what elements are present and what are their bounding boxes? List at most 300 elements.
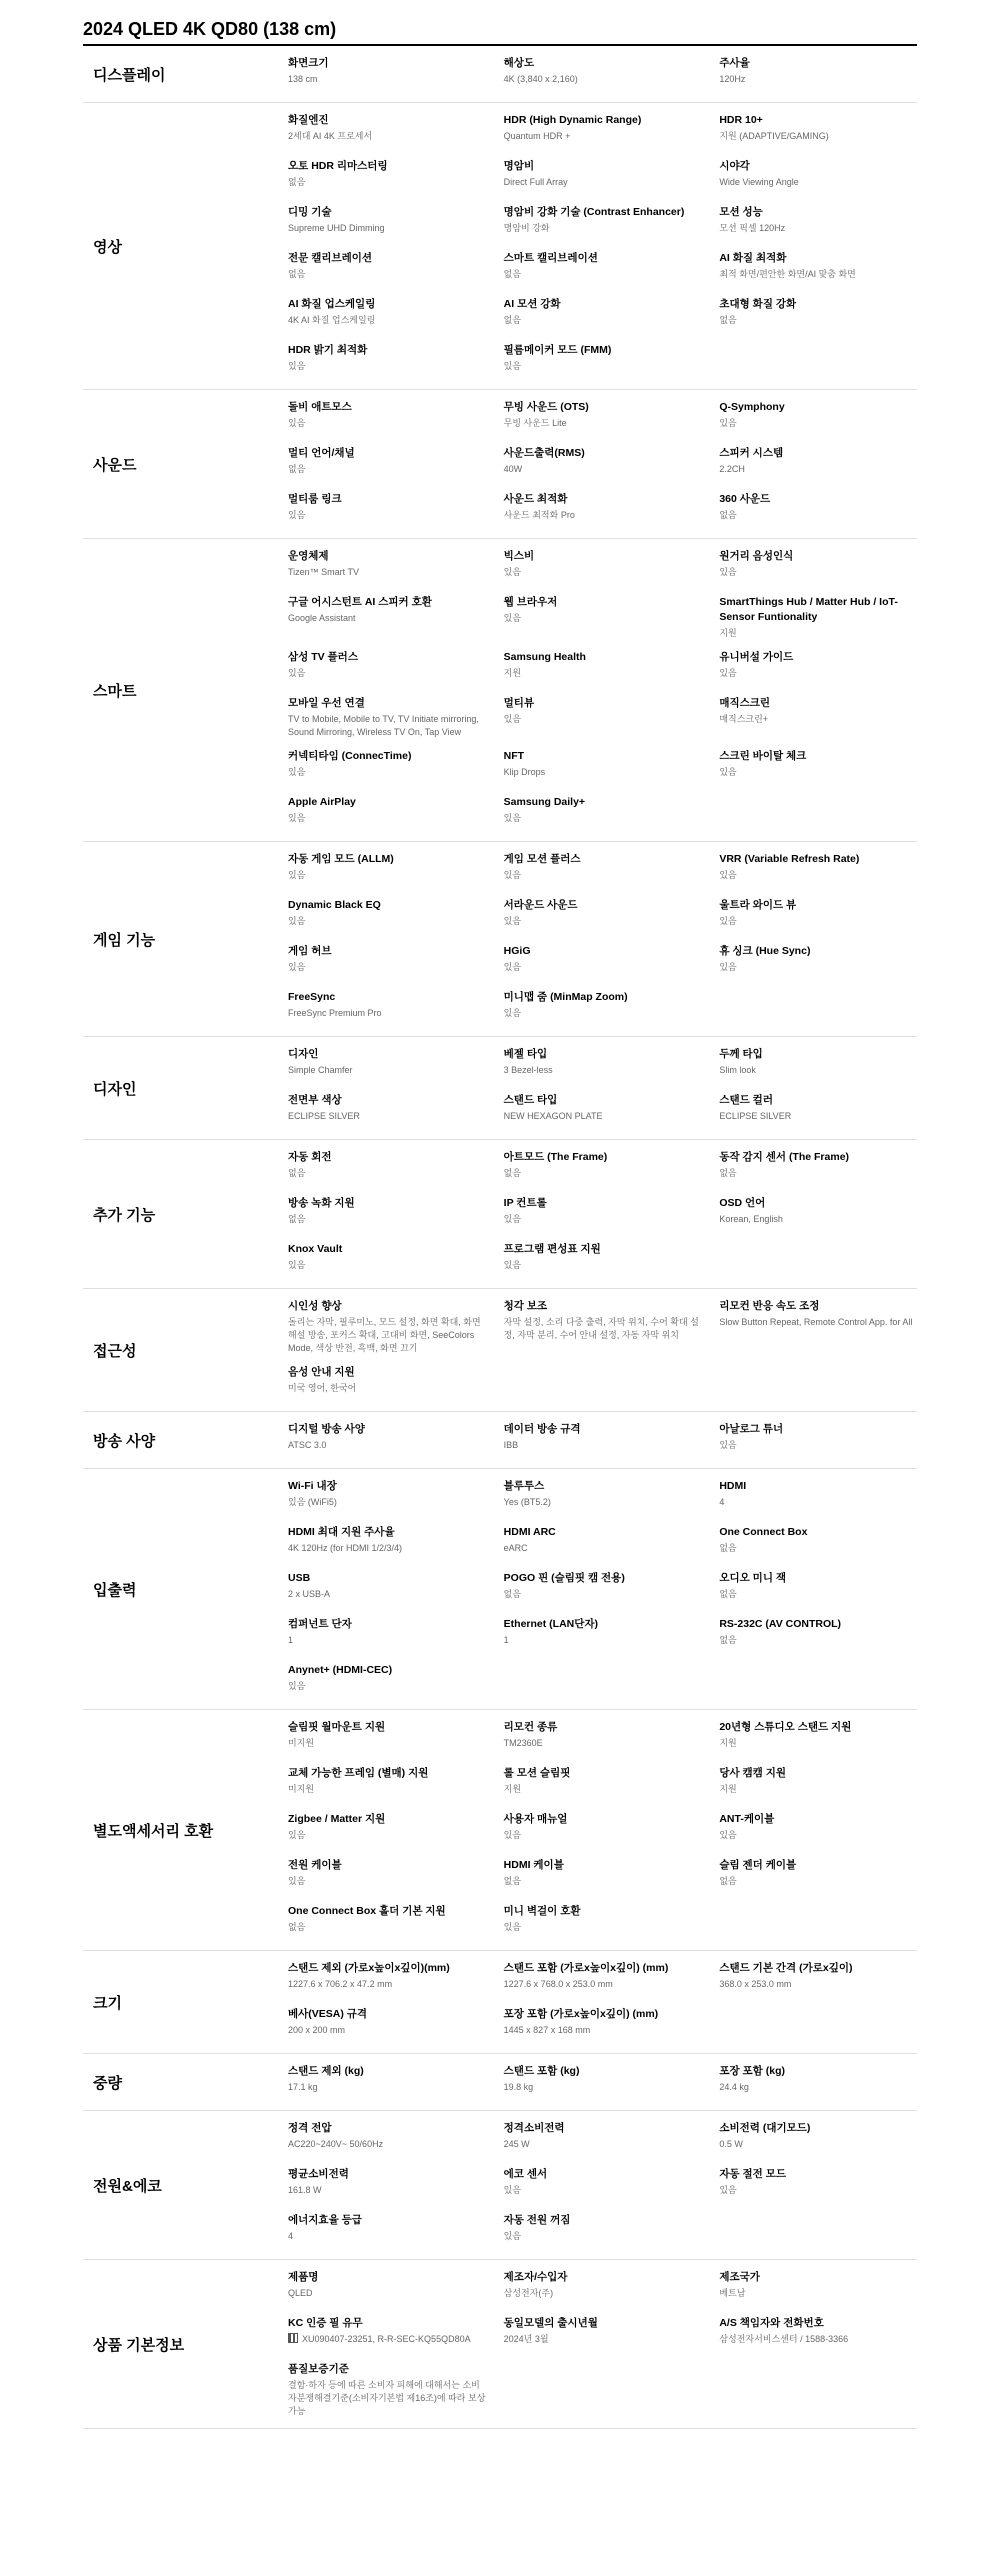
spec-item bbox=[504, 1196, 702, 1232]
spec-label: POGO 핀 (슬림핏 캠 전용) bbox=[503, 1572, 625, 1584]
spec-value: 없음 bbox=[719, 1876, 737, 1886]
spec-section bbox=[83, 2054, 917, 2111]
spec-label: 제품명 bbox=[288, 2271, 319, 2283]
spec-label: 품질보증기준 bbox=[288, 2363, 349, 2375]
spec-value-row bbox=[288, 1737, 486, 1750]
spec-label: 데이터 방송 규격 bbox=[503, 1423, 581, 1435]
spec-item bbox=[504, 549, 702, 585]
spec-grid bbox=[288, 113, 917, 379]
spec-value-row bbox=[504, 1007, 702, 1020]
spec-value-row bbox=[504, 1921, 702, 1934]
spec-item bbox=[504, 944, 702, 980]
spec-label: 전면부 색상 bbox=[288, 1094, 342, 1106]
spec-value-row bbox=[719, 1829, 917, 1842]
spec-value-row bbox=[288, 1110, 486, 1123]
spec-value-row bbox=[288, 961, 486, 974]
spec-item bbox=[288, 343, 486, 379]
spec-item bbox=[504, 1812, 702, 1848]
spec-label: 스크린 바이탈 체크 bbox=[719, 750, 807, 762]
spec-value-row bbox=[719, 417, 917, 430]
spec-value: 1445 x 827 x 168 mm bbox=[503, 2025, 591, 2035]
spec-item bbox=[288, 1904, 486, 1940]
spec-label: One Connect Box bbox=[719, 1526, 808, 1538]
spec-value-row bbox=[288, 268, 486, 281]
spec-value-row bbox=[719, 176, 917, 189]
spec-value-row bbox=[719, 1496, 917, 1509]
spec-label: 슬림핏 월마운트 지원 bbox=[288, 1721, 386, 1733]
spec-label: 운영체제 bbox=[288, 550, 329, 562]
spec-value: 없음 bbox=[719, 1635, 737, 1645]
spec-value: 삼성전자서비스센터 / 1588-3366 bbox=[719, 2334, 849, 2344]
spec-item bbox=[504, 159, 702, 195]
spec-value: 있음 bbox=[503, 962, 522, 972]
spec-label: 빅스비 bbox=[503, 550, 535, 562]
kc-mark-icon bbox=[288, 2333, 298, 2343]
spec-value: Korean, English bbox=[719, 1214, 783, 1224]
spec-value-row bbox=[504, 1316, 702, 1342]
spec-section bbox=[83, 103, 917, 390]
spec-item bbox=[288, 1150, 486, 1186]
spec-value: 있음 bbox=[288, 1830, 306, 1840]
spec-item bbox=[504, 696, 702, 739]
spec-value: 있음 bbox=[288, 1681, 306, 1691]
spec-item bbox=[504, 650, 702, 686]
spec-value-row bbox=[719, 1110, 917, 1123]
spec-value-row bbox=[504, 1496, 702, 1509]
spec-label: 주사율 bbox=[719, 57, 750, 69]
spec-section bbox=[83, 2111, 917, 2260]
spec-value-row bbox=[504, 667, 702, 680]
spec-item bbox=[504, 795, 702, 831]
spec-value: 있음 bbox=[503, 1214, 522, 1224]
spec-grid bbox=[288, 549, 917, 831]
spec-value-row bbox=[504, 1634, 702, 1647]
spec-value-row bbox=[288, 1680, 486, 1693]
spec-value-row bbox=[504, 713, 702, 726]
spec-item bbox=[504, 2064, 702, 2100]
spec-value-row bbox=[504, 1542, 702, 1555]
spec-value: 2세대 AI 4K 프로세서 bbox=[288, 131, 373, 141]
spec-value: 있음 bbox=[719, 962, 737, 972]
spec-label: 커넥티타임 (ConnecTime) bbox=[288, 750, 412, 762]
spec-value: 모션 픽셀 120Hz bbox=[719, 223, 786, 233]
spec-value: 삼성전자(주) bbox=[503, 2288, 554, 2298]
section-title: 접근성 bbox=[93, 1342, 137, 1360]
spec-label: Knox Vault bbox=[288, 1243, 343, 1255]
spec-value-row bbox=[504, 961, 702, 974]
spec-value-row bbox=[504, 2081, 702, 2094]
spec-grid bbox=[288, 2121, 917, 2249]
spec-item bbox=[719, 2316, 917, 2352]
spec-item bbox=[719, 1299, 917, 1355]
spec-item bbox=[504, 2213, 702, 2249]
spec-label: ANT-케이블 bbox=[719, 1813, 775, 1825]
spec-item bbox=[504, 852, 702, 888]
spec-value-row bbox=[719, 314, 917, 327]
spec-item bbox=[504, 1093, 702, 1129]
spec-value: Klip Drops bbox=[503, 767, 546, 777]
spec-value: Tizen™ Smart TV bbox=[288, 567, 360, 577]
spec-value: 없음 bbox=[503, 1876, 522, 1886]
spec-value: 지원 bbox=[719, 628, 737, 638]
spec-grid bbox=[288, 1720, 917, 1940]
spec-value-row bbox=[288, 1382, 486, 1395]
spec-value: 없음 bbox=[503, 1168, 522, 1178]
spec-value-row bbox=[719, 915, 917, 928]
spec-label: 멀티룸 링크 bbox=[288, 493, 342, 505]
spec-value: 3 Bezel-less bbox=[503, 1065, 553, 1075]
spec-item bbox=[504, 1720, 702, 1756]
spec-value: 138 cm bbox=[288, 74, 318, 84]
spec-item bbox=[288, 159, 486, 195]
spec-value: 245 W bbox=[503, 2139, 530, 2149]
spec-value-row bbox=[504, 1829, 702, 1842]
spec-label: 삼성 TV 플러스 bbox=[288, 651, 358, 663]
spec-value-row bbox=[719, 222, 917, 235]
spec-label: 청각 보조 bbox=[503, 1300, 548, 1312]
spec-item bbox=[504, 1422, 702, 1458]
spec-value-row bbox=[504, 1737, 702, 1750]
spec-grid bbox=[288, 1422, 917, 1458]
spec-value: 있음 bbox=[503, 567, 522, 577]
spec-value-row bbox=[719, 1875, 917, 1888]
spec-value: 없음 bbox=[288, 1922, 306, 1932]
spec-item bbox=[504, 1047, 702, 1083]
spec-section bbox=[83, 539, 917, 842]
spec-item bbox=[288, 1196, 486, 1232]
spec-value: 2.2CH bbox=[719, 464, 745, 474]
spec-value-row bbox=[288, 314, 486, 327]
spec-value: 사운드 최적화 Pro bbox=[503, 510, 575, 520]
spec-label: HDMI 최대 지원 주사율 bbox=[288, 1526, 395, 1538]
spec-item bbox=[504, 343, 702, 379]
spec-value: 없음 bbox=[288, 269, 306, 279]
spec-label: 멀티뷰 bbox=[503, 697, 535, 709]
section-title: 사운드 bbox=[93, 456, 137, 474]
spec-value-row bbox=[288, 222, 486, 235]
spec-label: 제조자/수입자 bbox=[503, 2271, 568, 2283]
spec-item bbox=[288, 1812, 486, 1848]
spec-item bbox=[504, 1299, 702, 1355]
spec-label: HDR 10+ bbox=[719, 114, 763, 126]
spec-value: 지원 bbox=[503, 1784, 522, 1794]
spec-value: 4K 120Hz (for HDMI 1/2/3/4) bbox=[288, 1543, 403, 1553]
spec-item bbox=[288, 1479, 486, 1515]
spec-item bbox=[719, 251, 917, 287]
spec-item bbox=[288, 1242, 486, 1278]
spec-label: Q-Symphony bbox=[719, 401, 785, 413]
spec-value: 있음 bbox=[288, 813, 306, 823]
spec-item bbox=[719, 1525, 917, 1561]
spec-item bbox=[504, 492, 702, 528]
spec-item bbox=[504, 2167, 702, 2203]
spec-value: 있음 bbox=[719, 1830, 737, 1840]
section-title: 디자인 bbox=[93, 1080, 137, 1098]
spec-item bbox=[504, 251, 702, 287]
spec-value: 없음 bbox=[288, 1168, 306, 1178]
spec-value-row bbox=[504, 1064, 702, 1077]
spec-label: 스탠드 컬러 bbox=[719, 1094, 773, 1106]
spec-value-row bbox=[504, 130, 702, 143]
spec-value-row bbox=[504, 2184, 702, 2197]
spec-item bbox=[719, 1150, 917, 1186]
spec-label: 매직스크린 bbox=[719, 697, 771, 709]
spec-label: AI 화질 업스케일링 bbox=[288, 298, 376, 310]
spec-value-row bbox=[288, 612, 486, 625]
spec-value: 1227.6 x 706.2 x 47.2 mm bbox=[288, 1979, 393, 1989]
spec-label: 스탠드 타입 bbox=[503, 1094, 558, 1106]
spec-label: 롤 모션 슬림핏 bbox=[503, 1767, 571, 1779]
spec-value: QLED bbox=[288, 2288, 313, 2298]
spec-label: 서라운드 사운드 bbox=[503, 899, 578, 911]
spec-item bbox=[288, 2167, 486, 2203]
spec-section bbox=[83, 1289, 917, 1412]
spec-value: 있음 bbox=[503, 2185, 522, 2195]
spec-value: Direct Full Array bbox=[503, 177, 568, 187]
spec-value-row bbox=[504, 417, 702, 430]
spec-label: 20년형 스튜디오 스탠드 지원 bbox=[719, 1721, 852, 1733]
spec-label: Anynet+ (HDMI-CEC) bbox=[288, 1664, 393, 1676]
spec-item bbox=[504, 990, 702, 1026]
spec-item bbox=[288, 944, 486, 980]
spec-grid bbox=[288, 400, 917, 528]
spec-value: 120Hz bbox=[719, 74, 746, 84]
spec-value-row bbox=[719, 2333, 917, 2346]
spec-value-row bbox=[288, 1921, 486, 1934]
spec-label: 사운드 최적화 bbox=[503, 493, 568, 505]
spec-label: VRR (Variable Refresh Rate) bbox=[719, 853, 860, 865]
spec-value: 매직스크린+ bbox=[719, 714, 769, 724]
spec-label: RS-232C (AV CONTROL) bbox=[719, 1618, 842, 1630]
section-title: 게임 기능 bbox=[93, 931, 156, 949]
spec-label: Zigbee / Matter 지원 bbox=[288, 1813, 386, 1825]
spec-item bbox=[719, 2064, 917, 2100]
spec-item bbox=[719, 1961, 917, 1997]
spec-value: 있음 (WiFi5) bbox=[288, 1497, 337, 1507]
spec-value: 있음 bbox=[719, 870, 737, 880]
spec-value: Yes (BT5.2) bbox=[503, 1497, 551, 1507]
spec-value: 1 bbox=[288, 1635, 294, 1645]
spec-item bbox=[288, 795, 486, 831]
spec-value: 없음 bbox=[719, 1168, 737, 1178]
spec-item bbox=[504, 749, 702, 785]
spec-value: 미지원 bbox=[288, 1738, 315, 1748]
spec-item bbox=[504, 2121, 702, 2157]
spec-value: ECLIPSE SILVER bbox=[288, 1111, 360, 1121]
spec-value-row bbox=[504, 1588, 702, 1601]
spec-value-row bbox=[288, 713, 486, 739]
spec-value-row bbox=[719, 463, 917, 476]
spec-label: 스탠드 포함 (kg) bbox=[503, 2065, 580, 2077]
spec-value: 있음 bbox=[503, 916, 522, 926]
spec-label: 원거리 음성인식 bbox=[719, 550, 794, 562]
spec-value-row bbox=[719, 961, 917, 974]
section-title: 전원&에코 bbox=[93, 2177, 162, 2195]
section-title: 중량 bbox=[93, 2074, 122, 2092]
spec-value: 없음 bbox=[719, 510, 737, 520]
spec-value: 있음 bbox=[719, 567, 737, 577]
spec-label: 방송 녹화 지원 bbox=[288, 1197, 355, 1209]
spec-value: 161.8 W bbox=[288, 2185, 322, 2195]
spec-item bbox=[719, 159, 917, 195]
spec-value-row bbox=[288, 1875, 486, 1888]
spec-value: 있음 bbox=[503, 1260, 522, 1270]
spec-value: 19.8 kg bbox=[503, 2082, 534, 2092]
spec-value: TM2360E bbox=[503, 1738, 543, 1748]
spec-value: 없음 bbox=[288, 177, 306, 187]
spec-value-row bbox=[288, 509, 486, 522]
spec-value-row bbox=[288, 667, 486, 680]
spec-label: Apple AirPlay bbox=[288, 796, 356, 808]
spec-value-row bbox=[288, 869, 486, 882]
spec-item bbox=[288, 1525, 486, 1561]
spec-value: 2024년 3월 bbox=[503, 2334, 549, 2344]
spec-value-row bbox=[504, 314, 702, 327]
spec-label: 평균소비전력 bbox=[288, 2168, 349, 2180]
spec-label: 휴 싱크 (Hue Sync) bbox=[719, 945, 811, 957]
spec-value: 있음 bbox=[503, 361, 522, 371]
spec-value: 있음 bbox=[503, 1008, 522, 1018]
spec-value-row bbox=[719, 766, 917, 779]
spec-item bbox=[504, 898, 702, 934]
spec-item bbox=[719, 1093, 917, 1129]
spec-item bbox=[719, 1812, 917, 1848]
spec-value-row bbox=[504, 463, 702, 476]
spec-label: 포장 포함 (가로x높이x깊이) (mm) bbox=[503, 2008, 659, 2020]
spec-value: 없음 bbox=[503, 269, 522, 279]
spec-grid bbox=[288, 2064, 917, 2100]
spec-value-row bbox=[504, 1259, 702, 1272]
spec-item bbox=[288, 549, 486, 585]
spec-item bbox=[719, 205, 917, 241]
spec-value: 있음 bbox=[288, 361, 306, 371]
spec-value: ATSC 3.0 bbox=[288, 1440, 327, 1450]
spec-label: 에너지효율 등급 bbox=[288, 2214, 362, 2226]
spec-item bbox=[719, 2270, 917, 2306]
spec-item bbox=[719, 1858, 917, 1894]
spec-value-row bbox=[719, 73, 917, 86]
spec-value: 있음 bbox=[719, 916, 737, 926]
spec-label: 자동 게임 모드 (ALLM) bbox=[288, 853, 394, 865]
spec-value: 있음 bbox=[288, 1876, 306, 1886]
spec-value: 2 x USB-A bbox=[288, 1589, 331, 1599]
spec-value: 미국 영어, 한국어 bbox=[288, 1383, 357, 1393]
spec-item bbox=[719, 944, 917, 980]
spec-value-row bbox=[288, 2024, 486, 2037]
spec-item bbox=[288, 297, 486, 333]
spec-item bbox=[504, 1904, 702, 1940]
spec-label: 동일모델의 출시년월 bbox=[503, 2317, 598, 2329]
spec-item bbox=[719, 1479, 917, 1515]
spec-item bbox=[504, 1858, 702, 1894]
spec-section bbox=[83, 46, 917, 103]
spec-label: 소비전력 (대기모드) bbox=[719, 2122, 811, 2134]
spec-value-row bbox=[504, 1167, 702, 1180]
spec-label: HDR 밝기 최적화 bbox=[288, 344, 368, 356]
spec-section bbox=[83, 842, 917, 1037]
spec-label: HDMI ARC bbox=[503, 1526, 556, 1538]
spec-value: 17.1 kg bbox=[288, 2082, 318, 2092]
spec-value-row bbox=[504, 1783, 702, 1796]
spec-value: 40W bbox=[503, 464, 523, 474]
spec-item bbox=[504, 595, 702, 640]
spec-value-row bbox=[288, 1167, 486, 1180]
spec-item bbox=[288, 990, 486, 1026]
spec-value: Slow Button Repeat, Remote Control App. for All bbox=[719, 1317, 913, 1327]
spec-label: 전원 케이블 bbox=[288, 1859, 342, 1871]
spec-value: 4K (3,840 x 2,160) bbox=[503, 74, 578, 84]
spec-value-row bbox=[504, 268, 702, 281]
section-title: 디스플레이 bbox=[93, 66, 166, 84]
spec-item bbox=[288, 1299, 486, 1355]
spec-label: 아트모드 (The Frame) bbox=[503, 1151, 608, 1163]
spec-label: 화질엔진 bbox=[288, 114, 329, 126]
spec-value: 있음 bbox=[288, 418, 306, 428]
spec-value: XU090407-23251, R-R-SEC-KQ55QD80A bbox=[302, 2334, 471, 2344]
spec-value-row bbox=[288, 130, 486, 143]
spec-value: 없음 bbox=[288, 1214, 306, 1224]
spec-item bbox=[504, 1525, 702, 1561]
spec-value-row bbox=[719, 566, 917, 579]
spec-item bbox=[288, 650, 486, 686]
spec-item bbox=[288, 749, 486, 785]
spec-item bbox=[504, 1150, 702, 1186]
spec-label: 오토 HDR 리마스터링 bbox=[288, 160, 388, 172]
spec-value: 있음 bbox=[503, 2231, 522, 2241]
spec-item bbox=[719, 549, 917, 585]
spec-value-row bbox=[288, 1542, 486, 1555]
spec-item bbox=[288, 1365, 486, 1401]
spec-item bbox=[719, 2121, 917, 2157]
spec-value: 있음 bbox=[503, 813, 522, 823]
spec-value-row bbox=[288, 1588, 486, 1601]
spec-value-row bbox=[504, 2024, 702, 2037]
spec-value-row bbox=[719, 1167, 917, 1180]
spec-value-row bbox=[504, 509, 702, 522]
spec-value: 있음 bbox=[288, 962, 306, 972]
spec-label: 음성 안내 지원 bbox=[288, 1366, 355, 1378]
spec-value-row bbox=[504, 869, 702, 882]
spec-item bbox=[288, 696, 486, 739]
spec-label: Wi-Fi 내장 bbox=[288, 1480, 337, 1492]
spec-value: 있음 bbox=[719, 767, 737, 777]
spec-value-row bbox=[504, 1213, 702, 1226]
spec-label: 유니버설 가이드 bbox=[719, 651, 794, 663]
spec-value: 없음 bbox=[503, 315, 522, 325]
spec-label: 게임 허브 bbox=[288, 945, 332, 957]
spec-value-row bbox=[504, 612, 702, 625]
spec-value-row bbox=[288, 2081, 486, 2094]
spec-item bbox=[504, 2270, 702, 2306]
spec-label: 스탠드 제외 (kg) bbox=[288, 2065, 364, 2077]
spec-label: 화면크기 bbox=[288, 57, 329, 69]
spec-value: 있음 bbox=[503, 714, 522, 724]
spec-value-row bbox=[288, 73, 486, 86]
spec-label: AI 모션 강화 bbox=[503, 298, 561, 310]
spec-item bbox=[719, 1720, 917, 1756]
spec-label: 스탠드 제외 (가로x높이x깊이)(mm) bbox=[288, 1962, 450, 1974]
spec-value-row bbox=[719, 1978, 917, 1991]
spec-value-row bbox=[288, 1316, 486, 1355]
spec-section bbox=[83, 1710, 917, 1951]
spec-item bbox=[288, 595, 486, 640]
spec-value: 없음 bbox=[288, 464, 306, 474]
spec-label: KC 인증 필 유무 bbox=[288, 2317, 363, 2329]
spec-grid bbox=[288, 56, 917, 92]
spec-value: 있음 bbox=[288, 870, 306, 880]
spec-value: 있음 bbox=[719, 418, 737, 428]
spec-value-row bbox=[719, 869, 917, 882]
